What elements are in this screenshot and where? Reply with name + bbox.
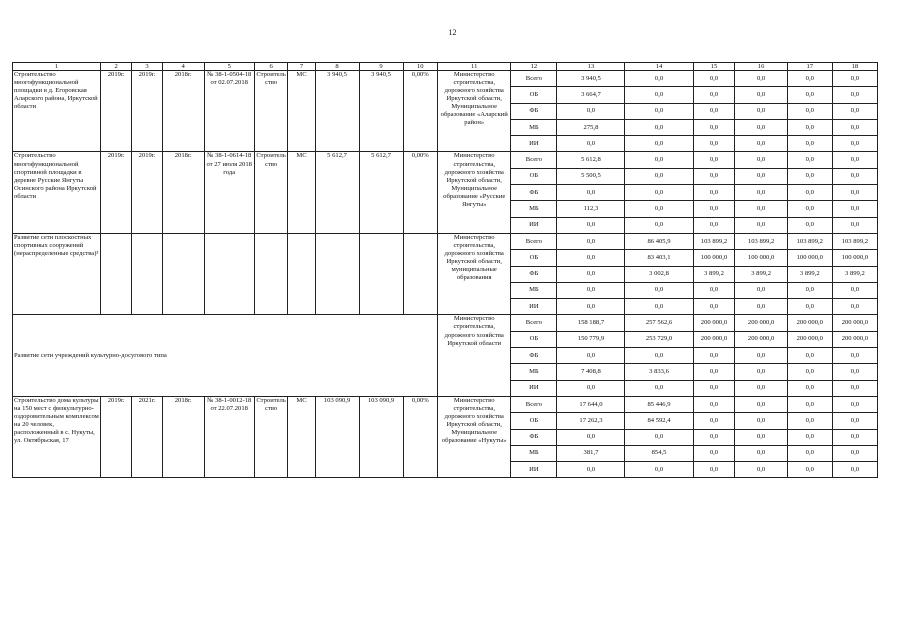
amount-cell: 200 000,0 [832,331,877,347]
amount-cell: 0,0 [735,348,787,364]
amount-cell: 0,0 [735,299,787,315]
amount-cell: 0,0 [787,364,832,380]
amount-cell: 257 562,6 [625,315,693,331]
amount-cell: 0,0 [625,103,693,119]
funding-source: Всего [511,152,557,168]
amount-cell: 0,0 [787,299,832,315]
amount-cell: 103 899,2 [693,233,735,249]
funding-source: ИИ [511,462,557,478]
funding-source: ИИ [511,299,557,315]
estimated-cost: 5 612,7 [315,152,359,233]
amount-cell: 5 500,5 [557,168,625,184]
end-year: 2019г. [132,152,162,233]
amount-cell: 0,0 [625,152,693,168]
expertise-number: № 38-1-0614-18 от 27 июля 2018 года [204,152,254,233]
start-year: 2019г. [100,152,131,233]
amount-cell: 0,0 [787,429,832,445]
column-number: 6 [254,63,288,71]
amount-cell: 0,0 [787,413,832,429]
column-number: 4 [162,63,204,71]
amount-cell: 3 899,2 [735,266,787,282]
design-year: 2018г. [162,396,204,477]
amount-cell: 7 408,8 [557,364,625,380]
funding-source: ОБ [511,87,557,103]
design-year: 2018г. [162,152,204,233]
amount-cell: 0,0 [693,462,735,478]
amount-cell: 0,0 [693,201,735,217]
amount-cell: 0,0 [832,217,877,233]
amount-cell: 0,0 [787,103,832,119]
work-type: Строительство [254,396,288,477]
end-year [132,233,162,314]
start-year: 2019г. [100,396,131,477]
amount-cell: 0,0 [557,429,625,445]
column-number: 14 [625,63,693,71]
amount-cell: 0,0 [735,136,787,152]
column-number: 11 [438,63,511,71]
readiness-percent: 0,00% [403,396,438,477]
amount-cell: 0,0 [832,413,877,429]
estimated-cost: 103 090,9 [315,396,359,477]
table-row [13,233,878,249]
funding-source: Всего [511,71,557,87]
amount-cell: 0,0 [557,250,625,266]
amount-cell: 0,0 [832,282,877,298]
amount-cell: 0,0 [693,87,735,103]
column-number: 13 [557,63,625,71]
amount-cell: 0,0 [832,136,877,152]
amount-cell: 0,0 [557,217,625,233]
funding-source: ФБ [511,103,557,119]
budget-table [12,62,878,478]
amount-cell: 84 592,4 [625,413,693,429]
amount-cell: 381,7 [557,445,625,461]
amount-cell: 100 000,0 [787,250,832,266]
amount-cell: 0,0 [735,152,787,168]
amount-cell: 200 000,0 [735,331,787,347]
table-row [13,152,878,168]
amount-cell: 0,0 [787,119,832,135]
funding-source: Всего [511,315,557,331]
table-row [13,396,878,412]
amount-cell: 0,0 [735,87,787,103]
amount-cell: 0,0 [735,413,787,429]
amount-cell: 0,0 [787,380,832,396]
amount-cell: 0,0 [832,299,877,315]
amount-cell: 0,0 [787,185,832,201]
amount-cell: 0,0 [625,282,693,298]
customer-code: МС [288,152,315,233]
amount-cell: 0,0 [557,266,625,282]
amount-cell: 0,0 [693,429,735,445]
column-number: 7 [288,63,315,71]
amount-cell: 0,0 [735,364,787,380]
column-number: 16 [735,63,787,71]
header-row [13,63,878,71]
amount-cell: 0,0 [693,282,735,298]
amount-cell: 0,0 [693,348,735,364]
amount-cell: 0,0 [625,201,693,217]
amount-cell: 0,0 [625,299,693,315]
responsible-party: Министерство строительства, дорожного хозяйства Иркутской области, Муниципальное образование «Нукуты» [438,396,511,477]
amount-cell: 103 899,2 [735,233,787,249]
customer-code: МС [288,396,315,477]
amount-cell: 3 899,2 [787,266,832,282]
amount-cell: 0,0 [693,152,735,168]
customer-code: МС [288,71,315,152]
amount-cell: 253 729,0 [625,331,693,347]
responsible-party: Министерство строительства, дорожного хозяйства Иркутской области, Муниципальное образование «Русские Янгуты» [438,152,511,233]
responsible-party: Министерство строительства, дорожного хозяйства Иркутской области, Муниципальное образование «Аларский район» [438,71,511,152]
amount-cell: 0,0 [832,348,877,364]
amount-cell: 0,0 [557,462,625,478]
estimated-cost [315,233,359,314]
amount-cell: 0,0 [625,348,693,364]
column-number: 3 [132,63,162,71]
column-number: 12 [511,63,557,71]
amount-cell: 0,0 [832,462,877,478]
amount-cell: 0,0 [557,185,625,201]
amount-cell: 0,0 [693,71,735,87]
amount-cell: 100 000,0 [832,250,877,266]
amount-cell: 17 644,0 [557,396,625,412]
column-number: 8 [315,63,359,71]
amount-cell: 0,0 [787,396,832,412]
amount-cell: 0,0 [735,282,787,298]
amount-cell: 0,0 [693,136,735,152]
amount-cell: 0,0 [625,168,693,184]
amount-cell: 0,0 [693,413,735,429]
column-number: 2 [100,63,131,71]
amount-cell: 100 000,0 [735,250,787,266]
amount-cell: 0,0 [735,201,787,217]
end-year: 2019г. [132,71,162,152]
amount-cell: 0,0 [787,217,832,233]
amount-cell: 0,0 [557,348,625,364]
amount-cell: 0,0 [693,119,735,135]
amount-cell: 0,0 [832,168,877,184]
work-type: Строительство [254,152,288,233]
expertise-number: № 38-1-0504-18 от 02.07.2018 [204,71,254,152]
amount-cell: 0,0 [787,201,832,217]
amount-cell: 3 664,7 [557,87,625,103]
amount-cell: 0,0 [625,119,693,135]
responsible-party: Министерство строительства, дорожного хозяйства Иркутской области, муниципальные образования [438,233,511,314]
amount-cell: 0,0 [832,71,877,87]
amount-cell: 0,0 [693,103,735,119]
amount-cell: 0,0 [787,136,832,152]
amount-cell: 275,8 [557,119,625,135]
amount-cell: 854,5 [625,445,693,461]
amount-cell: 0,0 [557,233,625,249]
amount-cell: 0,0 [787,152,832,168]
design-year: 2018г. [162,71,204,152]
amount-cell: 0,0 [693,185,735,201]
amount-cell: 0,0 [787,348,832,364]
amount-cell: 0,0 [693,364,735,380]
remaining-cost [359,233,403,314]
amount-cell: 0,0 [787,168,832,184]
amount-cell: 0,0 [787,462,832,478]
amount-cell: 0,0 [625,217,693,233]
amount-cell: 0,0 [787,87,832,103]
amount-cell: 83 403,1 [625,250,693,266]
amount-cell: 0,0 [787,445,832,461]
amount-cell: 0,0 [735,462,787,478]
amount-cell: 0,0 [693,168,735,184]
amount-cell: 0,0 [625,185,693,201]
amount-cell: 0,0 [693,217,735,233]
amount-cell: 3 833,6 [625,364,693,380]
amount-cell: 0,0 [787,282,832,298]
funding-source: ИИ [511,217,557,233]
amount-cell: 0,0 [557,380,625,396]
amount-cell: 0,0 [735,445,787,461]
work-type: Строительство [254,71,288,152]
amount-cell: 0,0 [735,396,787,412]
amount-cell: 0,0 [557,299,625,315]
funding-source: ОБ [511,413,557,429]
amount-cell: 0,0 [625,136,693,152]
funding-source: Всего [511,396,557,412]
readiness-percent: 0,00% [403,152,438,233]
funding-source: ФБ [511,185,557,201]
amount-cell: 112,3 [557,201,625,217]
page-number: 12 [448,28,457,37]
funding-source: ОБ [511,168,557,184]
amount-cell: 0,0 [625,71,693,87]
amount-cell: 200 000,0 [787,315,832,331]
start-year: 2019г. [100,71,131,152]
amount-cell: 3 899,2 [832,266,877,282]
amount-cell: 0,0 [735,119,787,135]
amount-cell: 0,0 [625,380,693,396]
column-number: 17 [787,63,832,71]
table-row [13,71,878,87]
amount-cell: 0,0 [832,445,877,461]
amount-cell: 0,0 [832,201,877,217]
work-type [254,233,288,314]
amount-cell: 0,0 [625,462,693,478]
amount-cell: 0,0 [625,87,693,103]
customer-code [288,233,315,314]
amount-cell: 0,0 [735,168,787,184]
funding-source: МБ [511,201,557,217]
readiness-percent: 0,00% [403,71,438,152]
column-number: 18 [832,63,877,71]
start-year [100,233,131,314]
amount-cell: 100 000,0 [693,250,735,266]
remaining-cost: 5 612,7 [359,152,403,233]
amount-cell: 3 899,2 [693,266,735,282]
amount-cell: 0,0 [735,429,787,445]
amount-cell: 17 262,3 [557,413,625,429]
amount-cell: 0,0 [832,380,877,396]
design-year [162,233,204,314]
funding-source: ОБ [511,331,557,347]
remaining-cost: 103 090,9 [359,396,403,477]
funding-source: ФБ [511,266,557,282]
estimated-cost: 3 940,5 [315,71,359,152]
amount-cell: 0,0 [832,185,877,201]
amount-cell: 0,0 [693,445,735,461]
object-name: Строительство дома культуры на 150 мест с физкультурно-оздоровительным комплексом на 20 человек, расположенный в с. Нукуты, ул. Октябрьская, 17 [13,396,101,477]
amount-cell: 200 000,0 [787,331,832,347]
amount-cell: 200 000,0 [832,315,877,331]
table-row [13,315,878,331]
amount-cell: 200 000,0 [693,331,735,347]
amount-cell: 3 940,5 [557,71,625,87]
amount-cell: 86 405,9 [625,233,693,249]
amount-cell: 0,0 [693,299,735,315]
section-title: Развитие сети учреждений культурно-досугового типа [13,315,438,396]
funding-source: ФБ [511,429,557,445]
amount-cell: 200 000,0 [693,315,735,331]
amount-cell: 0,0 [625,429,693,445]
amount-cell: 0,0 [832,119,877,135]
funding-source: ФБ [511,348,557,364]
amount-cell: 0,0 [787,71,832,87]
amount-cell: 0,0 [693,396,735,412]
amount-cell: 0,0 [557,136,625,152]
funding-source: МБ [511,282,557,298]
remaining-cost: 3 940,5 [359,71,403,152]
amount-cell: 85 446,9 [625,396,693,412]
expertise-number [204,233,254,314]
amount-cell: 0,0 [832,364,877,380]
amount-cell: 0,0 [832,87,877,103]
amount-cell: 0,0 [735,217,787,233]
amount-cell: 0,0 [735,71,787,87]
object-name: Развитие сети плоскостных спортивных сооружений (нераспределенные средства)³ [13,233,101,314]
readiness-percent [403,233,438,314]
amount-cell: 0,0 [693,380,735,396]
amount-cell: 0,0 [735,103,787,119]
amount-cell: 158 188,7 [557,315,625,331]
amount-cell: 0,0 [735,380,787,396]
amount-cell: 200 000,0 [735,315,787,331]
expertise-number: № 38-1-0012-18 от 22.07.2018 [204,396,254,477]
funding-source: ИИ [511,380,557,396]
column-number: 10 [403,63,438,71]
column-number: 1 [13,63,101,71]
responsible-party: Министерство строительства, дорожного хозяйства Иркутской области [438,315,511,396]
amount-cell: 5 612,8 [557,152,625,168]
funding-source: Всего [511,233,557,249]
funding-source: ОБ [511,250,557,266]
column-number: 5 [204,63,254,71]
funding-source: МБ [511,445,557,461]
amount-cell: 0,0 [832,429,877,445]
object-name: Строительство многофункциональной спортивной площадки в деревне Русские Янгуты Осинского района Иркутской области [13,152,101,233]
amount-cell: 150 779,9 [557,331,625,347]
amount-cell: 0,0 [735,185,787,201]
amount-cell: 0,0 [557,282,625,298]
funding-source: ИИ [511,136,557,152]
amount-cell: 103 899,2 [787,233,832,249]
amount-cell: 0,0 [832,103,877,119]
object-name: Строительство многофункциональной площадки в д. Егоровская Аларского района, Иркутской области [13,71,101,152]
amount-cell: 103 899,2 [832,233,877,249]
funding-source: МБ [511,364,557,380]
funding-source: МБ [511,119,557,135]
column-number: 15 [693,63,735,71]
column-number: 9 [359,63,403,71]
amount-cell: 3 002,8 [625,266,693,282]
amount-cell: 0,0 [557,103,625,119]
amount-cell: 0,0 [832,152,877,168]
end-year: 2021г. [132,396,162,477]
amount-cell: 0,0 [832,396,877,412]
